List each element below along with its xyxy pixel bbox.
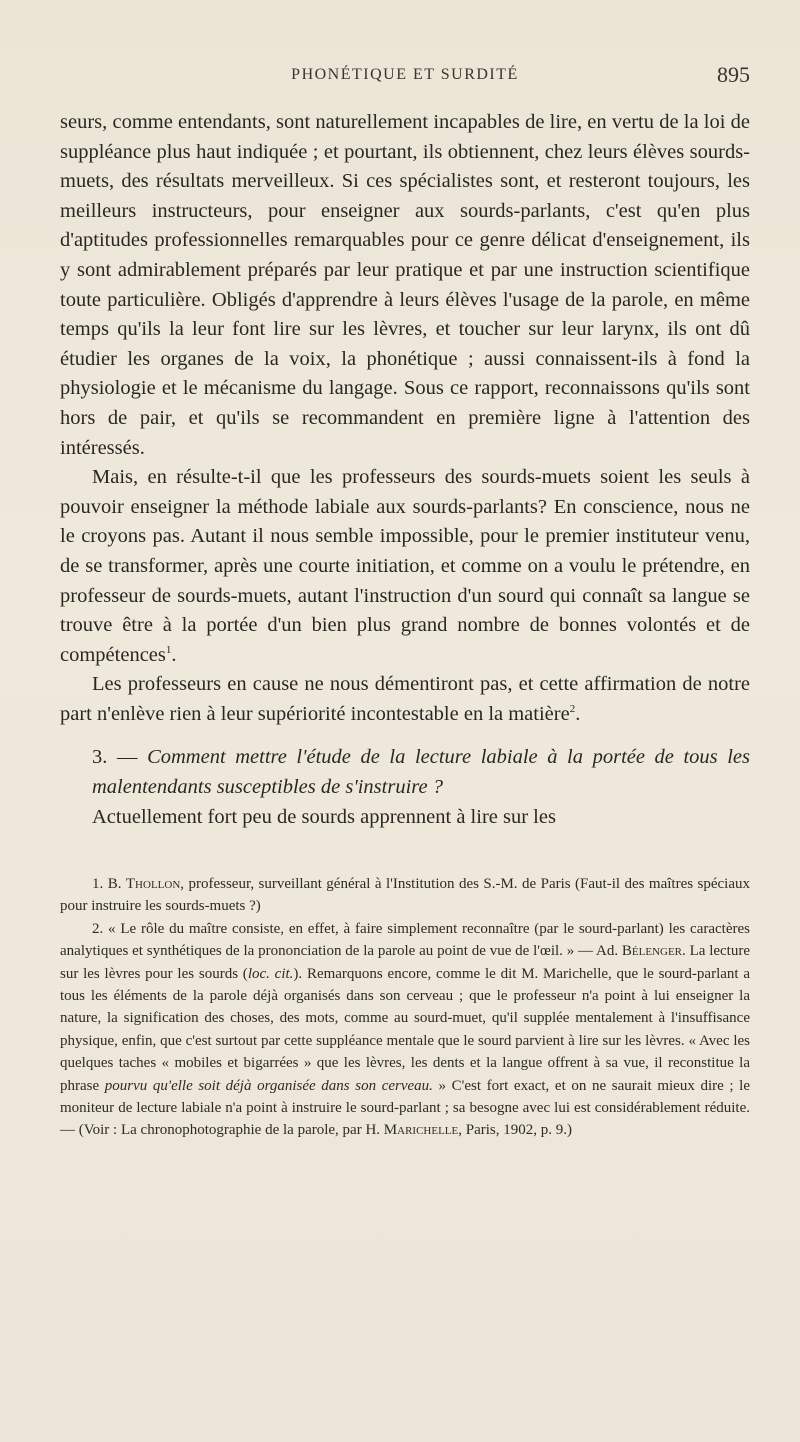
footnote-2-author: Bélenger [621,943,683,960]
paragraph-4-text: Actuellement fort peu de sourds apprennent à lire sur les [92,805,556,828]
footnote-2-mid2: ). Remarquons encore, comme le dit M. Marichelle, que le sourd-parlant a tous les éléments de la parole déjà organisés dans son cerveau ; que le professeur n'a point à lui enseigner la nature, la signification des choses, des mots, comme au sourd-muet, qu'il supplée mentalement à l'insuffisance physique, enfin, que c'est surtout par cette suppléance mentale que le sourd parvient à lire sur les lèvres. « Avec les quelques taches « mobiles et bigarrées » que les lèvres, les dents et la langue offrent à sa vue, il reconstitue la phrase [60,965,750,1094]
section-title: Comment mettre l'étude de la lecture labiale à la portée de tous les malentendants susceptibles de s'instruire ? [92,746,751,799]
footnote-1-author: Thollon [125,876,181,892]
running-title: PHONÉTIQUE ET SURDITÉ [291,66,519,83]
paragraph-2 [60,463,750,670]
section-heading [60,743,750,802]
paragraph-3-end: . [575,702,581,725]
paragraph-2-text: Mais, en résulte-t-il que les professeurs des sourds-muets soient les seuls à pouvoir enseigner la méthode labiale aux sourds-parlants? En conscience, nous ne le croyons pas. Autant il nous semble impossible, pour le premier instituteur venu, de se transformer, après une courte initiation, et comme on a voulu le prétendre, en professeur de sourds-muets, autant l'instruction d'un sourd qui connaît sa langue se trouve être à la portée d'un bien plus grand nombre de bonnes volontés et de compétences [60,466,750,666]
footnote-2 [60,918,750,1142]
footnote-1 [60,873,750,918]
footnote-2-loc: loc. cit. [247,965,294,982]
main-text [60,108,750,832]
footnote-1-number: 1. B. [92,876,126,892]
footnote-ref-1: 1 [165,643,172,656]
paragraph-3 [60,670,750,729]
footnote-2-end1: » C'est fort exact, et on ne saurait mieux dire ; le moniteur de lecture labiale n'a point à instruire le sourd-parlant ; sa besogne avec lui est considérablement réduite. — (Voir : La chronophotographie de la parole, par H. [60,1077,750,1139]
paragraph-1 [60,108,750,463]
footnotes [60,873,750,1142]
footnote-2-end2: , Paris, 1902, p. 9.) [458,1122,572,1139]
footnote-ref-2: 2 [569,703,576,716]
section-number: 3. — [92,746,148,769]
page-number: 895 [717,62,750,87]
footnote-2-author2: Marichelle [383,1122,459,1139]
footnote-2-italic: pourvu qu'elle soit déjà organisée dans son cerveau. [104,1077,433,1094]
paragraph-4 [60,803,750,833]
paragraph-1-text: seurs, comme entendants, sont naturellement incapables de lire, en vertu de la loi de suppléance plus haut indiquée ; et pourtant, ils obtiennent, chez leurs élèves sourds-muets, des résultats merveilleux. Si ces spécialistes sont, et resteront toujours, les meilleurs instructeurs, pour enseigner aux sourds-parlants, c'est qu'en plus d'aptitudes professionnelles remarquables pour ce genre délicat d'enseignement, ils y sont admirablement préparés par leur pratique et par une instruction scientifique toute particulière. Obligés d'apprendre à leurs élèves l'usage de la parole, en même temps qu'ils la leur font lire sur les lèvres, et toucher sur leur larynx, ils ont dû étudier les organes de la voix, la phonétique ; aussi connaissent-ils à fond la physiologie et le mécanisme du langage. Sous ce rapport, reconnaissons qu'ils sont hors de pair, et qu'ils se recommandent en première ligne à l'attention des intéressés. [60,111,750,459]
footnote-2-start: 2. « Le rôle du maître consiste, en effet, à faire simplement reconnaître (par le sourd-parlant) les caractères analytiques et synthétiques de la prononciation de la parole au point de vue de l'œil. » — Ad. [60,920,750,960]
paragraph-3-text: Les professeurs en cause ne nous démentiront pas, et cette affirmation de notre part n'enlève rien à leur supériorité incontestable en la matière [60,673,750,725]
paragraph-2-end: . [171,643,177,666]
footnote-1-text: , professeur, surveillant général à l'Institution des S.-M. de Paris (Faut-il des maîtres spéciaux pour instruire les sourds-muets ?) [60,876,750,915]
page-header [60,62,750,92]
footnote-2-mid1: . La lecture sur les lèvres pour les sourds ( [60,943,751,982]
